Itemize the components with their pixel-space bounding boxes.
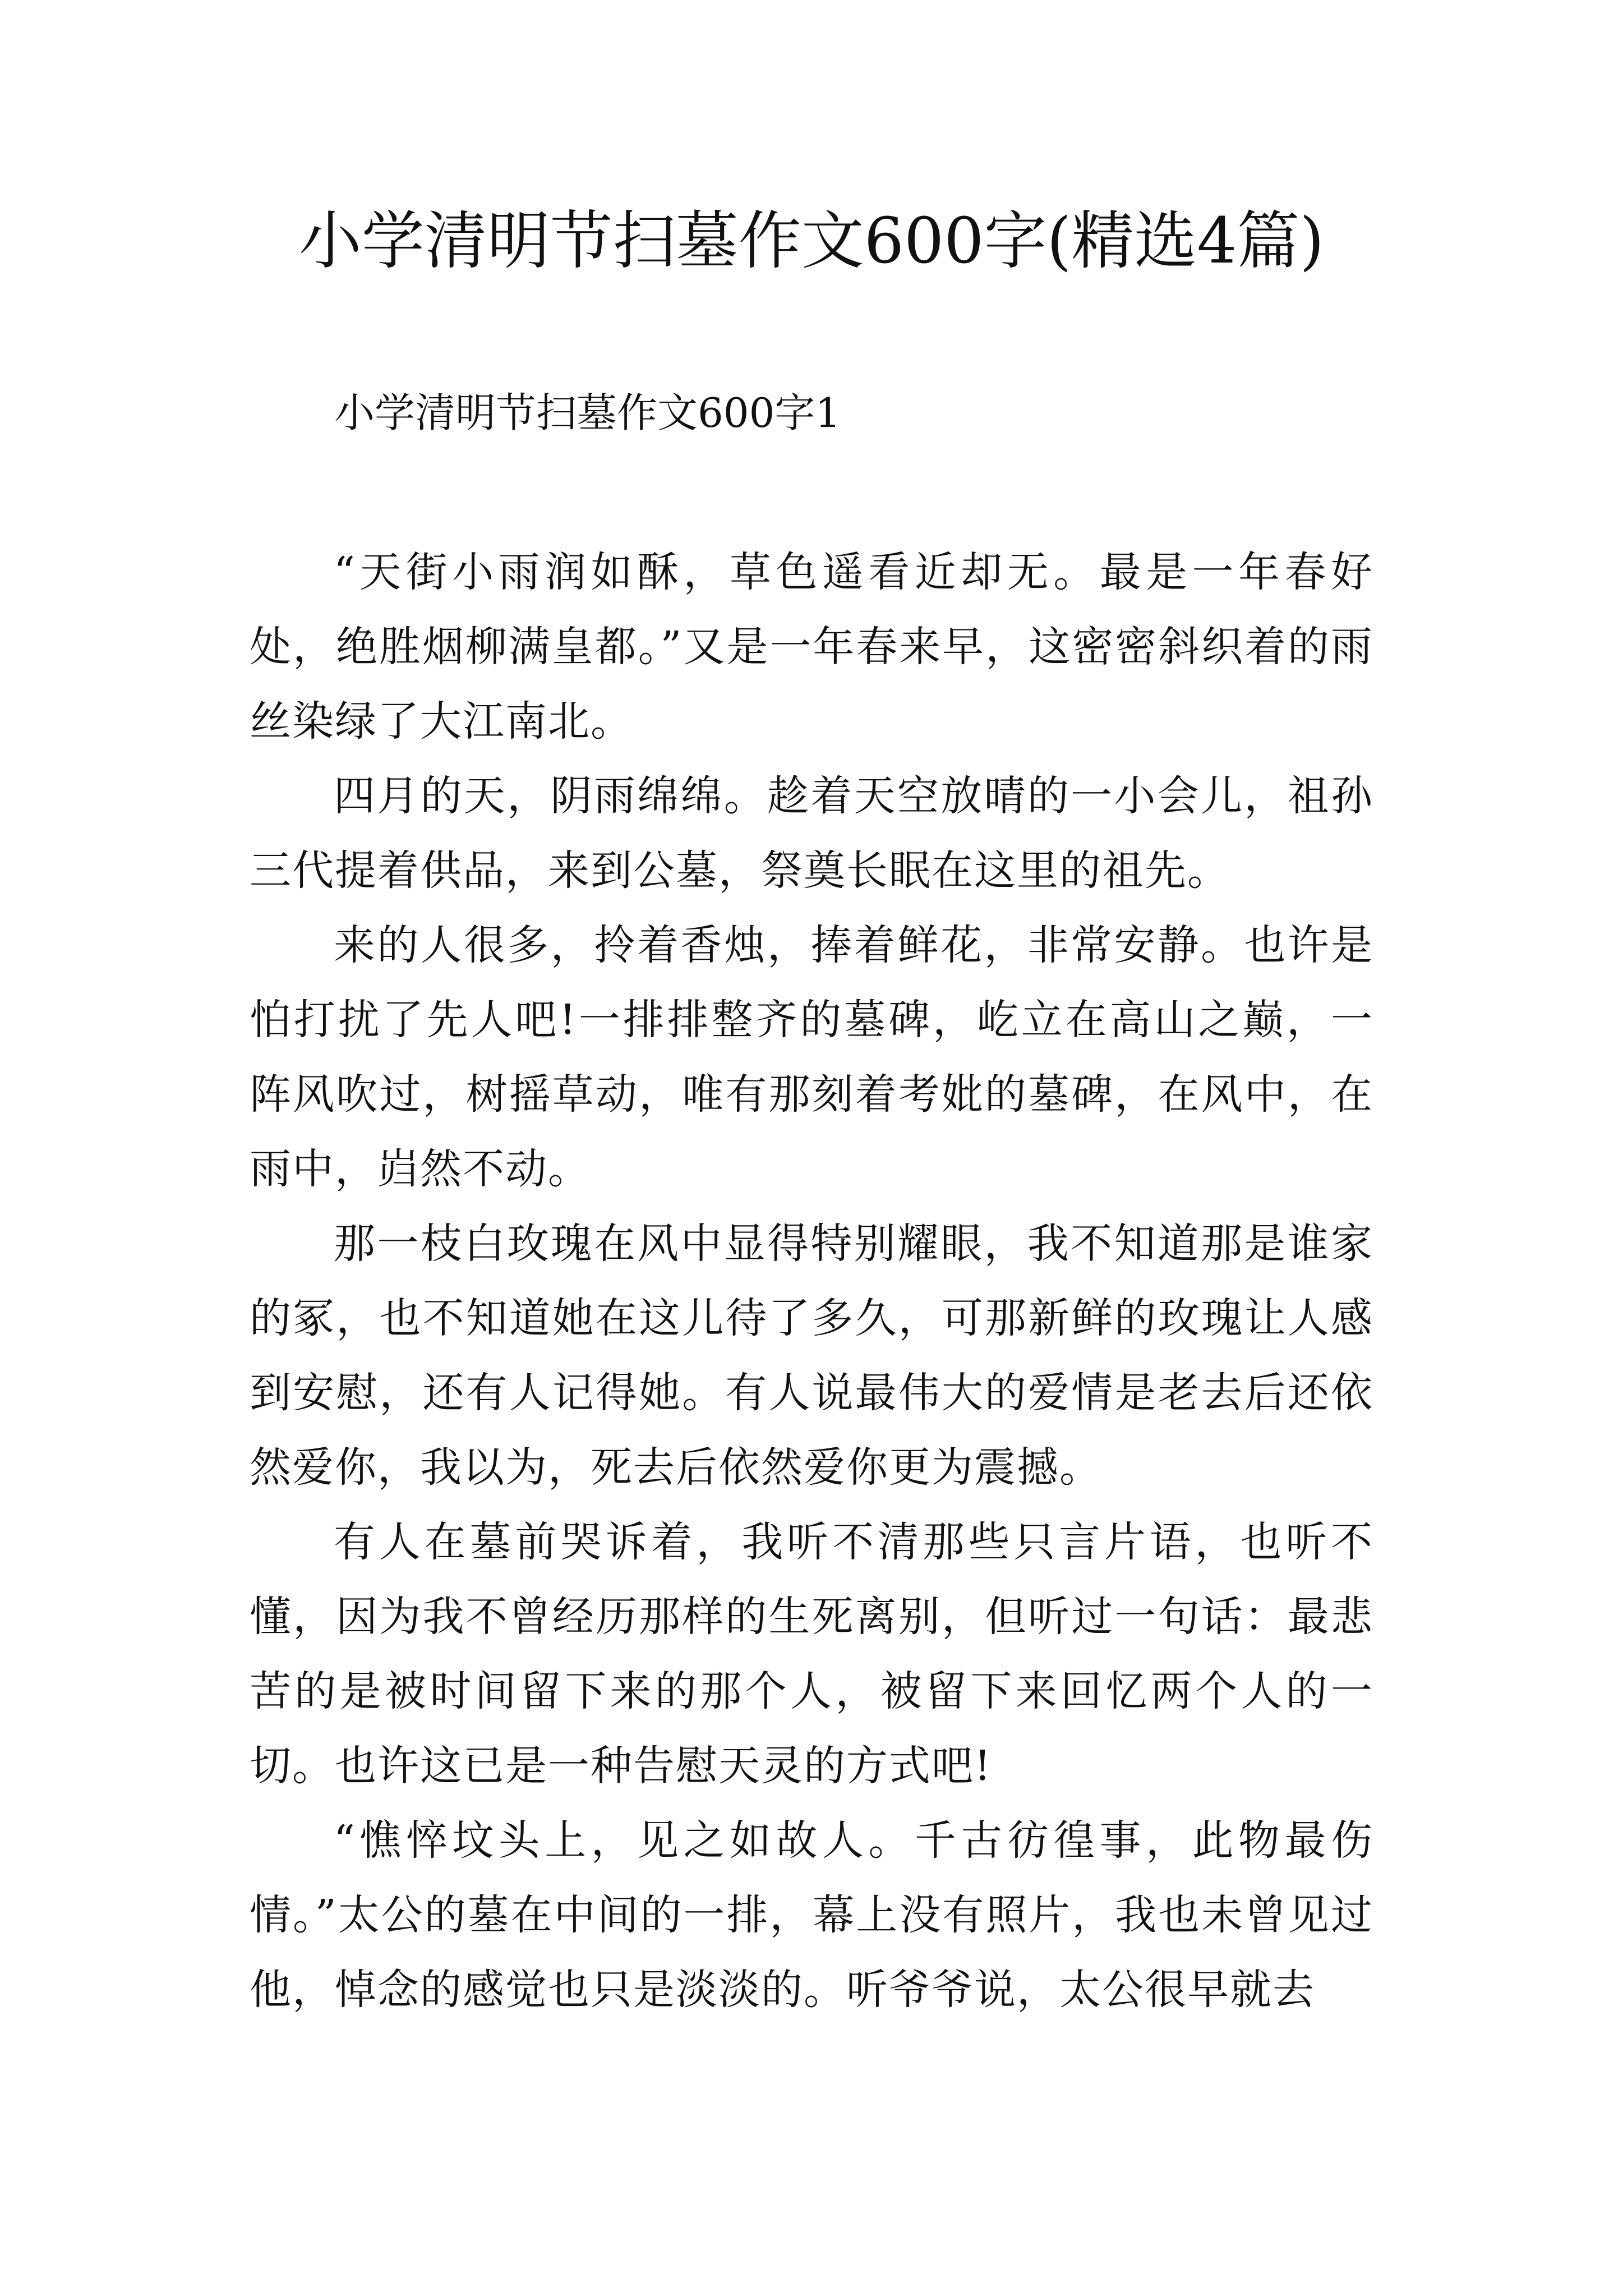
paragraph: 来的人很多，拎着香烛，捧着鲜花，非常安静。也许是怕打扰了先人吧!一排排整齐的墓碑，屹立在高山之巅，一阵风吹过，树摇草动，唯有那刻着考妣的墓碑，在风中，在雨中，岿然不动。 (250, 921, 1373, 1193)
section-heading: 小学清明节扫墓作文600字1 (334, 389, 841, 436)
document-title: 小学清明节扫墓作文600字(精选4篇) (298, 205, 1325, 278)
paragraph: “天街小雨润如酥，草色遥看近却无。最是一年春好处，绝胜烟柳满皇都。”又是一年春来早，这密密斜织着的雨丝染绿了大江南北。 (250, 548, 1373, 746)
document-body (250, 535, 1373, 2027)
paragraph: “憔悴坟头上，见之如故人。千古彷徨事，此物最伤情。”太公的墓在中间的一排，幕上没有照片，我也未曾见过他，悼念的感觉也只是淡淡的。听爷爷说，太公很早就去 (250, 1816, 1373, 2014)
paragraph: 四月的天，阴雨绵绵。趁着天空放晴的一小会儿，祖孙三代提着供品，来到公墓，祭奠长眠在这里的祖先。 (250, 772, 1373, 895)
paragraph: 那一枝白玫瑰在风中显得特别耀眼，我不知道那是谁家的冢，也不知道她在这儿待了多久，可那新鲜的玫瑰让人感到安慰，还有人记得她。有人说最伟大的爱情是老去后还依然爱你，我以为，死去后依然爱你更为震撼。 (250, 1220, 1373, 1492)
paragraph: 有人在墓前哭诉着，我听不清那些只言片语，也听不懂，因为我不曾经历那样的生死离别，但听过一句话：最悲苦的是被时间留下来的那个人，被留下来回忆两个人的一切。也许这已是一种告慰天灵的方式吧! (250, 1518, 1373, 1790)
